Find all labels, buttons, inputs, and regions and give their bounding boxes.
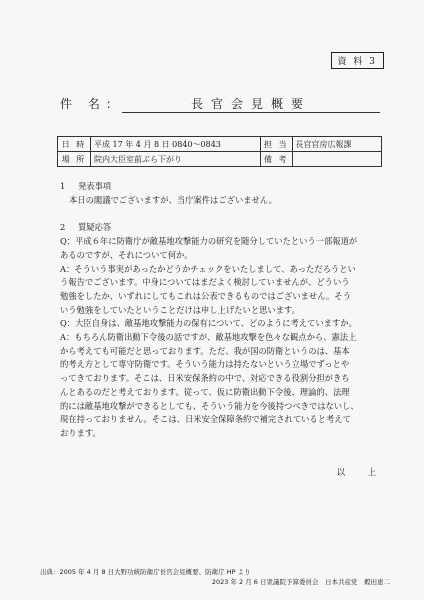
section-title: 発表事項 xyxy=(78,181,112,191)
subject-underline xyxy=(122,95,380,113)
qa-line: Q：大臣自身は、敵基地攻撃能力の保有について、どのように考えていますか。 xyxy=(60,318,357,329)
subject-label: 件 名： xyxy=(60,97,124,111)
info-row xyxy=(58,137,382,152)
qa-line: A：もちろん防衛出動下令後の話ですが、敵基地攻撃を色々な観点から、憲法上 xyxy=(60,332,357,343)
qa-line: う報告でございます。中身についてはまだよく検討していませんが、どういう xyxy=(60,277,350,288)
section-number: 2 xyxy=(60,222,66,233)
qa-line: ってきております。そこは、日米安保条約の中で、対応できる役割分担がきち xyxy=(60,373,350,384)
document-body xyxy=(60,180,386,441)
source-footer xyxy=(40,567,390,587)
qa-line: 的には敵基地攻撃ができるとしても、そういう能力を今後持つべきではないし、 xyxy=(60,400,359,411)
section-1-text: 本日の閣議でございますが、当庁案件はございません。 xyxy=(69,194,277,205)
remarks-value xyxy=(292,152,381,167)
place-label: 場 所 xyxy=(58,152,91,167)
closing-mark: 以 上 xyxy=(336,467,386,477)
section-title: 質疑応答 xyxy=(78,222,112,233)
section-2-heading xyxy=(60,221,386,235)
datetime-value: 平成 17 年 4 月 8 日 0840～0843 xyxy=(91,137,261,152)
qa-line: から考えても可能だと思っております。ただ、我が国の防衛というのは、基本 xyxy=(60,345,350,356)
qa-line: んとあるのだと考えております。従って、仮に防衛出動下令後、理論的、法理 xyxy=(60,386,350,397)
charge-value: 長官官房広報課 xyxy=(292,137,381,152)
citation-line: 2023 年 2 月 6 日衆議院予算委員会 日本共産党 穀田恵二 xyxy=(211,578,390,586)
charge-label: 担 当 xyxy=(261,137,293,152)
subject-row xyxy=(60,95,380,115)
qa-line: 勉強をしたか、いずれにしてもこれは公表できるものではございません。そう xyxy=(60,290,351,301)
info-row xyxy=(58,152,382,167)
qa-line: いう勉強をしていたということだけは申し上げたいと思います。 xyxy=(60,304,300,315)
source-line: 出典：2005 年 4 月 8 日大野功統防衛庁長官会見概要、防衛庁 HP より xyxy=(40,568,251,576)
info-table xyxy=(57,136,382,167)
subject-title: 長官会見概要 xyxy=(190,97,311,111)
remarks-label: 備 考 xyxy=(261,152,293,167)
qa-line: 的考え方として専守防衛です。そういう能力は持たないという立場でずっとや xyxy=(60,359,350,370)
section-1-heading xyxy=(60,180,386,194)
qa-line: 現在持っておりません。そこは、日米安全保障条約で補完されていると考えて xyxy=(60,414,351,425)
qa-line: おります。 xyxy=(60,427,101,438)
datetime-label: 日 時 xyxy=(58,137,91,152)
qa-line: あるのですが、それについて何か。 xyxy=(60,249,193,260)
qa-line: Q：平成６年に防衛庁が敵基地攻撃能力の研究を随分していたという一部報道が xyxy=(60,236,358,247)
exhibit-label: 資 料 3 xyxy=(331,52,384,69)
place-value: 院内大臣室前ぶら下がり xyxy=(91,152,261,167)
section-number: 1 xyxy=(60,181,66,191)
qa-line: A：そういう事実があったかどうかチェックをいたしまして、あっただろうとい xyxy=(60,263,356,274)
